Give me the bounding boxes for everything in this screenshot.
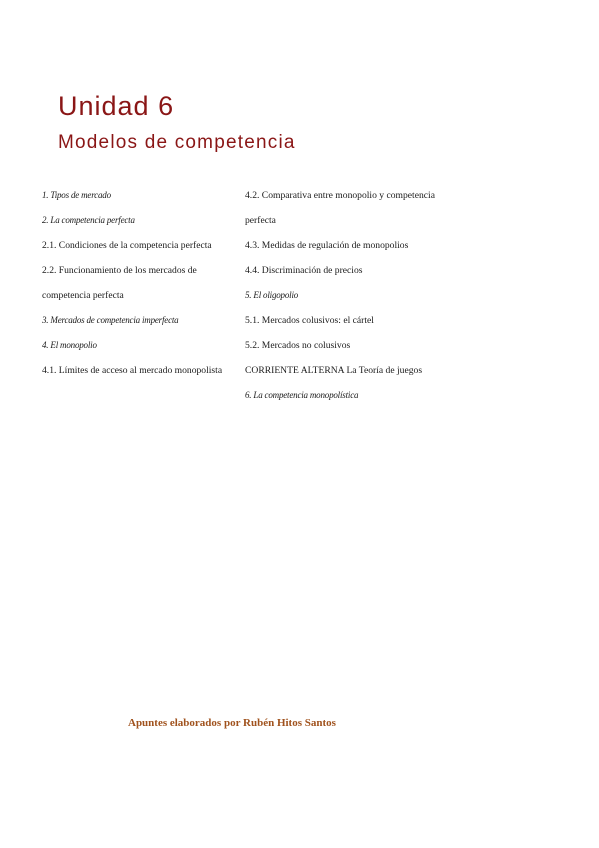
toc-item: 2.2. Funcionamiento de los mercados de	[42, 265, 197, 276]
toc-item: 6. La competencia monopolística	[245, 390, 359, 400]
toc-item: 4.4. Discriminación de precios	[245, 265, 363, 276]
toc-item: 4.2. Comparativa entre monopolio y competencia	[245, 190, 435, 201]
toc-left-column	[42, 183, 242, 383]
toc-item: 5. El oligopolio	[245, 290, 299, 300]
unit-subtitle: Modelos de competencia	[58, 132, 296, 153]
toc-item: 4. El monopolio	[42, 340, 97, 350]
toc-item: 1. Tipos de mercado	[42, 190, 111, 200]
toc-item: competencia perfecta	[42, 290, 124, 301]
toc-item: 5.2. Mercados no colusivos	[245, 340, 351, 351]
author-credit: Apuntes elaborados por Rubén Hitos Santos	[128, 717, 336, 729]
toc-item: 4.1. Límites de acceso al mercado monopolista	[42, 365, 223, 376]
toc-item: CORRIENTE ALTERNA La Teoría de juegos	[245, 365, 423, 376]
unit-title: Unidad 6	[58, 91, 175, 121]
toc-item: 5.1. Mercados colusivos: el cártel	[245, 315, 374, 326]
toc-item: 2.1. Condiciones de la competencia perfecta	[42, 240, 212, 251]
toc-item: perfecta	[245, 215, 276, 226]
toc-item: 4.3. Medidas de regulación de monopolios	[245, 240, 409, 251]
toc-right-column	[245, 183, 470, 408]
toc-item: 3. Mercados de competencia imperfecta	[42, 315, 179, 325]
toc-item: 2. La competencia perfecta	[42, 215, 135, 225]
